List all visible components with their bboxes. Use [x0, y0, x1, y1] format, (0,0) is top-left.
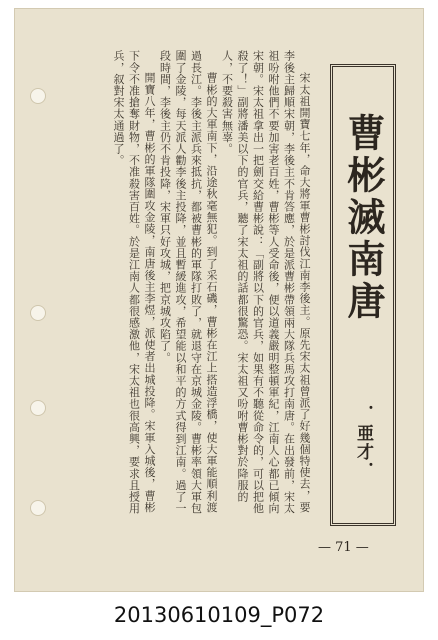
archive-caption: 20130610109_P072 — [113, 603, 325, 627]
author-name: ．亜才． — [353, 405, 373, 481]
binding-hole — [30, 305, 46, 321]
page-number: — 71 — — [318, 540, 369, 555]
article-title: 曹彬滅南唐 — [341, 113, 386, 323]
binding-hole — [30, 88, 46, 104]
body-text — [70, 50, 312, 518]
binding-hole — [30, 500, 46, 516]
paragraph: 開寶八年，曹彬的軍隊圍攻金陵，南唐後主李煜，派使者出城投降。宋軍入城後，曹彬下令不准搶奪財物，不准殺害百姓。於是江南人都很感激他，宋太祖也很高興，要求且授用兵，叙對宋太通過了。 — [112, 50, 156, 514]
binding-hole — [30, 400, 46, 416]
paragraph: 曹彬的大軍南下，沿途秋毫無犯。到了采石磯，曹彬在江上搭造浮橋，使大軍能順利渡過長江。李後主派兵來抵抗，都被曹彬的軍隊打敗了，就退守在京城金陵。曹彬率領大軍包圍了金陵，每天派人勸李後主投降，並且暫緩進攻，希望能以和平的方式得到江南。過了一段時間，李後主仍不肯投降，宋軍只好攻城，把京城攻陷了。 — [158, 50, 218, 514]
paragraph: 宋太祖開寶七年，命大將軍曹彬討伐江南李後主。原先宋太祖曾派了好幾個特使去，要李後主歸順宋朝，李後主不肯答應，於是派曹彬帶領兩大隊兵馬攻打南唐。在出發前，宋太祖吩咐他們不要加害老百姓，曹彬等人受命後，便以道義嚴明整頓軍紀，江南人心都已傾向宋朝。宋太祖拿出一把劍交給曹彬說：「副將以下的官兵，如果有不聽從命令的，可以把他殺了！」副將潘美以下的官兵，聽了宋太祖的話都很驚恐。宋太祖又吩咐曹彬對於降服的人，不要殺害無辜。 — [220, 50, 311, 514]
